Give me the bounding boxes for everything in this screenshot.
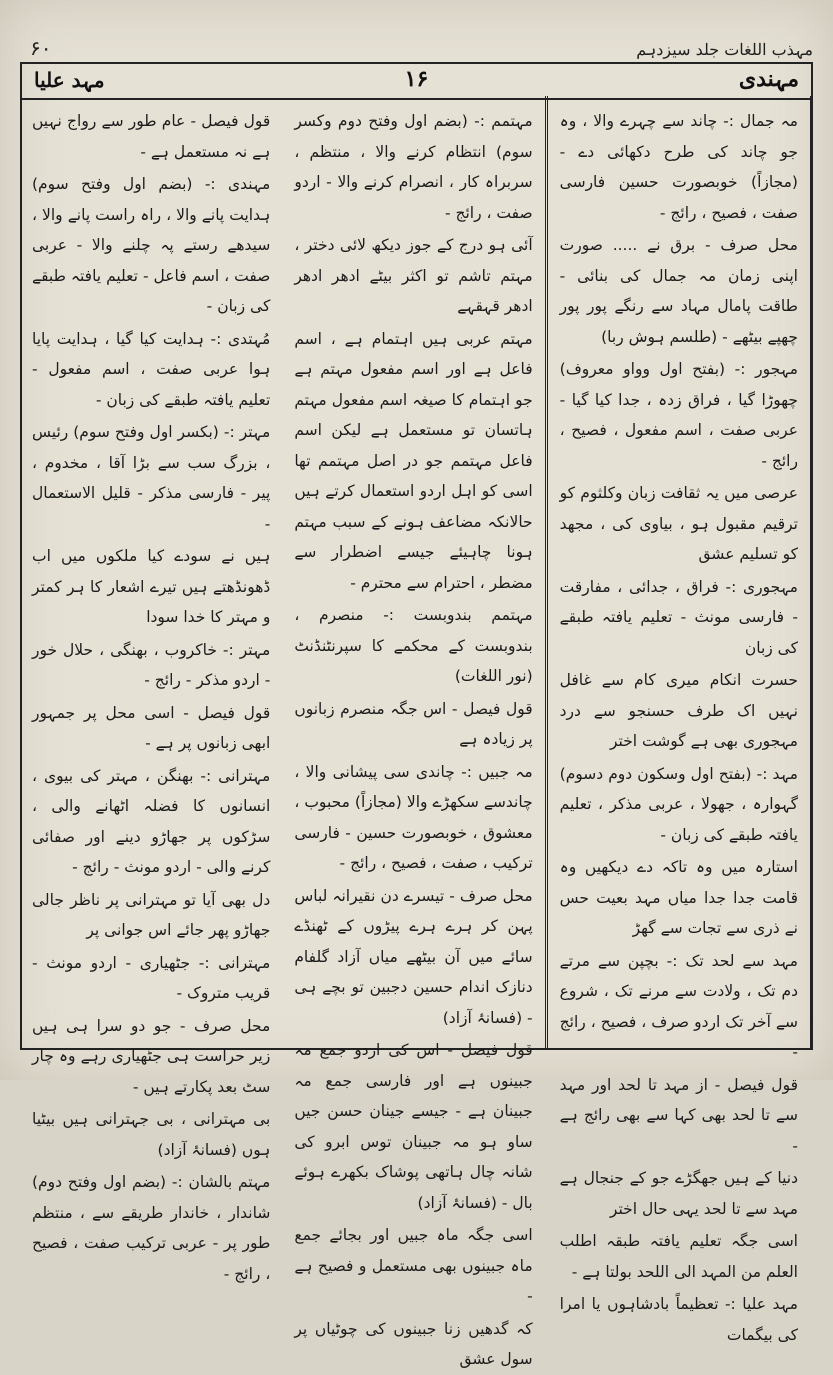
column-right xyxy=(20,96,282,1283)
column-line: مہتم بالشان :- (بضم اول وفتح دوم) شاندار ، خاندار طریقے سے ، منتظم طور پر - عربی ترکیب صفت ، فصیح ، رائج - xyxy=(32,1173,271,1283)
columns-container xyxy=(20,96,813,1368)
column-line: مہترانی :- بھنگن ، مہتر کی بیوی ، انسانوں کا فضلہ اٹھانے والی ، سڑکوں پر جھاڑو دینے اور صفائی کرنے والی - اردو مونث - رائج - xyxy=(32,766,271,876)
column-line: مہتمم :- (بضم اول وفتح دوم وکسر سوم) انتظام کرنے والا ، منتظم ، سربراہ کار ، انصرام کرنے والا - اردو صفت ، رائج - xyxy=(294,112,533,222)
column-line: اسی جگہ تعلیم یافتہ طبقہ اطلب العلم من المہد الی اللحد بولتا ہے - xyxy=(559,1232,798,1281)
header-band xyxy=(20,62,813,100)
column-line: مہد :- (بفتح اول وسکون دوم دسوم) گہوارہ ، جھولا ، عربی مذکر ، تعلیم یافتہ طبقے کی زبان - xyxy=(559,764,798,844)
column-line: مُہتدی :- ہدایت کیا گیا ، ہدایت پایا ہوا عربی صفت ، اسم مفعول - تعلیم یافتہ طبقے کی زبان - xyxy=(32,329,271,409)
column-line: آئی ہو درج کے جوز دیکھ لائی دختر ، مہتم تاشم تو اکثر بیٹے ادھر ادھر ادھر قہقہے xyxy=(294,236,533,315)
page-corner-mark: ۶۰ xyxy=(30,36,52,60)
column-line: قول فیصل - اس جگہ منصرم زبانوں پر زیادہ ہے xyxy=(294,699,533,748)
headword-left: مہد علیا xyxy=(34,68,105,92)
column-line: کہ گدھیں زنا جبینوں کی چوٹیاں پر سول عشق xyxy=(294,1319,533,1368)
column-line: استارہ میں وہ تاکہ دے دیکھیں وہ قامت جدا جدا میاں مہد بعیت حس نے ذری سے تجات سے گھڑ xyxy=(559,858,798,937)
column-line: دنیا کے ہیں جھگڑے جو کے جنجال ہے مہد سے تا لحد یہی حال اختر xyxy=(559,1169,798,1218)
column-line: مہتم عربی ہیں اہتمام ہے ، اسم فاعل ہے اور اسم مفعول مہتم ہے جو اہتمام کا صیغہ اسم مفعول مہتم ہاتسان تو مستعمل ہے لیکن اسم فاعل مہتمم جو در اصل مہتمم تھا اسی کو اہل اردو استعمال کرتے ہیں حالانکہ مضاعف ہونے کے سبب مہتم ہونا چاہیئے جیسے اضطرار سے مضطر ، احترام سے محترم - xyxy=(294,329,533,592)
column-line: قول فیصل - از مہد تا لحد اور مہد سے تا لحد بھی کہا سے بھی رائج ہے - xyxy=(559,1075,798,1155)
column-middle xyxy=(282,96,547,1368)
column-line: مہد سے لحد تک :- بچپن سے مرتے دم تک ، ولادت سے مرنے تک ، شروع سے آخر تک اردو صرف ، فصیح ، رائج - xyxy=(559,951,798,1061)
running-head xyxy=(20,36,813,62)
column-line: مہجوری :- فراق ، جدائی ، مفارقت - فارسی مونث - تعلیم یافتہ طبقے کی زبان xyxy=(559,577,798,657)
column-line: مہ جمال :- چاند سے چہرے والا ، وہ جو چاند کی طرح دکھائی دے - (مجازاً) خوبصورت حسین فارسی صفت ، فصیح ، رائج - xyxy=(559,112,798,222)
headword-right: مہندی xyxy=(738,66,799,92)
column-line: ہیں نے سودے کیا ملکوں میں اب ڈھونڈھتے ہیں تیرے اشعار کا ہر کمتر و مہتر کا خدا سودا xyxy=(32,547,271,626)
column-line: بی مہترانی ، بی جہترانی ہیں بیٹیا ہوں (فسانۂ آزاد) xyxy=(32,1110,271,1159)
column-line: مہجور :- (بفتح اول وواو معروف) چھوڑا گیا ، فراق زدہ ، جدا کیا گیا - عربی صفت ، اسم مفعول ، فصیح ، رائج - xyxy=(559,360,798,470)
column-line: محل صرف - برق نے ..... صورت اپنی زمان مہ جمال کی بنائی - طاقت پامال مہاد سے رنگے پور پور چھپے بیٹھے - (طلسم ہوش ربا) xyxy=(559,236,798,346)
column-line: مہد علیا :- تعظیماً بادشاہوں یا امرا کی بیگمات xyxy=(559,1295,798,1344)
column-line: مہتر :- (بکسر اول وفتح سوم) رئیس ، بزرگ سب سے بڑا آقا ، مخدوم ، پیر - فارسی مذکر - قلیل الاستعمال - xyxy=(32,423,271,533)
column-line: محل صرف - جو دو سرا ہی ہیں زیر حراست ہی جٹھیاری رہے وہ چار سٹ بعد پکارتے ہیں - xyxy=(32,1016,271,1096)
running-head-title: مہذب اللغات جلد سیزدہم xyxy=(636,40,813,59)
column-line: محل صرف - تیسرے دن نقیرانہ لباس پہن کر ہرے ہرے پیڑوں کے ٹھنڈے سائے میں آن بیٹھے میاں آزاد گلفام دنازک اندام حسین دجبین تو بچے ہی - (فسانۂ آزاد) xyxy=(294,886,533,1027)
column-line: مہترانی :- جٹھیاری - اردو مونث - قریب متروک - xyxy=(32,953,271,1002)
column-line: مہتر :- خاکروب ، بھنگی ، حلال خور - اردو مذکر - رائج - xyxy=(32,640,271,689)
column-line: قول فیصل - عام طور سے رواج نہیں ہے نہ مستعمل ہے - xyxy=(32,112,271,161)
column-line: اسی جگہ ماہ جبیں اور بجائے جمع ماہ جبینوں بھی مستعمل و فصیح ہے - xyxy=(294,1226,533,1305)
column-line: مہتمم بندوبست :- منصرم ، بندوبست کے محکمے کا سپرنٹنڈنٹ (نور اللغات) xyxy=(294,606,533,685)
column-left xyxy=(548,96,813,1344)
column-line: مہ جبیں :- چاندی سی پیشانی والا ، چاندسے سکھڑے والا (مجازاً) محبوب ، معشوق ، خوبصورت حسین - فارسی ترکیب ، صفت ، فصیح ، رائج - xyxy=(294,762,533,872)
column-line: مہندی :- (بضم اول وفتح سوم) ہدایت پانے والا ، راہ راست پانے والا ، سیدھے رستے پہ چلنے والا - عربی صفت ، اسم فاعل - تعلیم یافتہ طبقے کی زبان - xyxy=(32,175,271,315)
page-number: ۱۶ xyxy=(404,66,429,92)
column-line: دل بھی آیا تو مہترانی پر ناظر جالی جھاڑو پھر جائے اس جوانی پر xyxy=(32,890,271,939)
column-line: حسرت انکام میری کام سے غافل نہیں اک طرف حسنجو سے درد مہجوری بھی ہے گوشت اختر xyxy=(559,671,798,750)
column-line: قول فیصل - اسی محل پر جمہور ابھی زبانوں پر ہے - xyxy=(32,703,271,752)
column-line: عرصی میں یہ ثقافت زبان وکلثوم کو ترقیم مقبول ہو ، بیاوی کی ، مجھد کو تسلیم عشق xyxy=(559,484,798,563)
column-line: قول فیصل - اس کی اردو جمع مہ جبینوں ہے اور فارسی جمع مہ جبینان ہے - جیسے جینان حسن جیں ساو ہو مہ جبینان توس ابرو کی شانہ چال ہاتھی پوشاک بکھرے ہوئے بال - (فسانۂ آزاد) xyxy=(294,1041,533,1212)
